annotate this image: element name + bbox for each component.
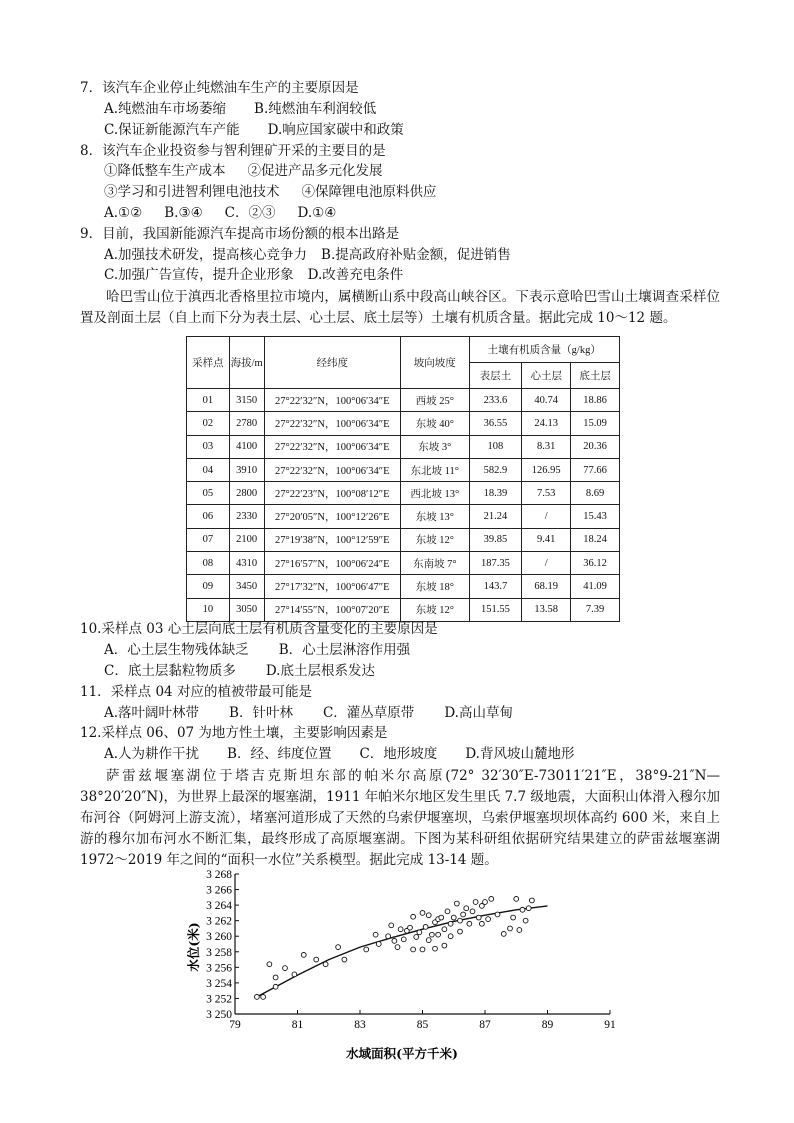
table-row (187, 575, 620, 598)
q12-option-c[interactable]: C．地形坡度 (359, 746, 438, 762)
data-point (458, 918, 463, 923)
cell-coordinates: 27°19′38″N，100°12′59″E (264, 528, 400, 551)
cell-point: 06 (187, 505, 230, 528)
q7-stem: 7．该汽车企业停止纯燃油车生产的主要原因是 (80, 80, 359, 96)
data-point (426, 938, 431, 943)
cell-point: 05 (187, 482, 230, 505)
q10-option-b[interactable]: B．心土层淋溶作用强 (278, 642, 411, 658)
q7-option-a[interactable]: A.纯燃油车市场萎缩 (104, 101, 227, 117)
cell-coordinates: 27°22′23″N，100°08′12″E (264, 482, 400, 505)
data-point (283, 966, 288, 971)
header-subsoil: 心土层 (522, 363, 571, 389)
cell-bottom-soil: 8.69 (571, 482, 620, 505)
cell-slope: 东北坡 11° (400, 458, 469, 481)
data-point (254, 994, 259, 999)
header-organic-content: 土壤有机质含量（g/kg） (469, 337, 619, 363)
data-point (458, 929, 463, 934)
y-axis-label: 水位(米) (186, 922, 201, 972)
cell-coordinates: 27°22′32″N，100°06′34″E (264, 435, 400, 458)
y-tick-label: 3 262 (206, 915, 232, 928)
data-point (411, 947, 416, 952)
cell-coordinates: 27°20′05″N，100°12′26″E (264, 505, 400, 528)
data-point (483, 900, 488, 905)
q12-option-b[interactable]: B．经、纬度位置 (227, 746, 332, 762)
data-point (386, 934, 391, 939)
data-point (417, 930, 422, 935)
q8-stem: 8．该汽车企业投资参与智利锂矿开采的主要目的是 (80, 143, 386, 159)
cell-subsoil: 9.41 (522, 528, 571, 551)
q8-item-2: ②促进产品多元化发展 (247, 163, 383, 179)
cell-coordinates: 27°16′57″N，100°06′24″E (264, 552, 400, 575)
header-coordinates: 经纬度 (264, 337, 400, 389)
cell-topsoil: 143.7 (469, 575, 522, 598)
x-tick-label: 85 (416, 1019, 429, 1031)
y-tick-label: 3 264 (206, 900, 232, 913)
q7-options-row1 (104, 100, 376, 118)
cell-coordinates: 27°22′32″N，100°06′34″E (264, 412, 400, 435)
q8-option-c[interactable]: C．②③ (224, 205, 276, 221)
y-tick-label: 3 256 (206, 962, 232, 975)
intro-sarez-lake: 萨雷兹堰塞湖位于塔吉克斯坦东部的帕米尔高原(72° 32′30″E-73011′21″E，38°9-21″N—38°20′20″N)，为世界上最深的堰塞湖，1911 年帕米尔地区发生里氏 7.7 级地震，大面积山体滑入穆尔加布河谷（阿姆河上游支流），堵塞河道形成了天然的乌索伊堰塞坝，乌索伊堰塞坝坝体高约 600 米，来自上游的穆尔加布河水不断汇集，最终形成了高原堰塞湖。下图为某科研组依据研究结果建立的萨雷兹堰塞湖 1972～2019 年之间的“面积一水位”关系模型。据此完成 13-14 题。 (80, 768, 720, 868)
header-topsoil: 表层土 (469, 363, 522, 389)
cell-bottom-soil: 20.36 (571, 435, 620, 458)
data-point (301, 952, 306, 957)
data-point (461, 912, 466, 917)
cell-point: 04 (187, 458, 230, 481)
cell-slope: 西坡 25° (400, 389, 469, 412)
q10-options-row2 (104, 662, 375, 680)
cell-bottom-soil: 18.24 (571, 528, 620, 551)
data-point (420, 910, 425, 915)
y-tick-label: 3 268 (206, 869, 232, 881)
data-point (467, 921, 472, 926)
q10-options-row1 (104, 641, 410, 659)
data-point (511, 915, 516, 920)
y-tick-label: 3 266 (206, 884, 232, 897)
data-point (529, 898, 534, 903)
table-row (187, 435, 620, 458)
q8-options-row (104, 204, 336, 222)
q9-option-c[interactable]: C.加强广告宣传，提升企业形象 (104, 267, 294, 283)
data-point (408, 925, 413, 930)
data-point (445, 909, 450, 914)
data-point (514, 896, 519, 901)
data-point (501, 931, 506, 936)
cell-topsoil: 233.6 (469, 389, 522, 412)
cell-topsoil: 582.9 (469, 458, 522, 481)
cell-subsoil: / (522, 505, 571, 528)
q7-option-c[interactable]: C.保证新能源汽车产能 (104, 122, 240, 138)
data-point (448, 934, 453, 939)
data-point (429, 932, 434, 937)
data-point (392, 938, 397, 943)
cell-topsoil: 108 (469, 435, 522, 458)
data-point (442, 927, 447, 932)
cell-slope: 东坡 18° (400, 575, 469, 598)
cell-point: 07 (187, 528, 230, 551)
header-slope: 坡向坡度 (400, 337, 469, 389)
data-point (314, 957, 319, 962)
data-point (292, 972, 297, 977)
data-point (364, 947, 369, 952)
cell-bottom-soil: 18.86 (571, 389, 620, 412)
cell-point: 01 (187, 389, 230, 412)
cell-altitude: 3910 (229, 458, 264, 481)
q12-stem: 12.采样点 06、07 为地方性土壤，主要影响因素是 (80, 725, 388, 741)
cell-subsoil: / (522, 552, 571, 575)
q11-option-b[interactable]: B．针叶林 (229, 705, 293, 721)
q9-options-row2 (104, 266, 403, 284)
data-point (489, 896, 494, 901)
cell-coordinates: 27°17′32″N，100°06′47″E (264, 575, 400, 598)
q10-stem: 10.采样点 03 心土层向底土层有机质含量变化的主要原因是 (80, 621, 438, 637)
q10-option-d[interactable]: D.底土层根系发达 (265, 663, 375, 679)
data-point (464, 906, 469, 911)
data-point (342, 957, 347, 962)
x-axis-label: 水域面积(平方千米) (346, 1046, 458, 1061)
cell-topsoil: 187.35 (469, 552, 522, 575)
cell-altitude: 2780 (229, 412, 264, 435)
cell-point: 02 (187, 412, 230, 435)
cell-slope: 东南坡 7° (400, 552, 469, 575)
cell-bottom-soil: 36.12 (571, 552, 620, 575)
y-tick-label: 3 258 (206, 946, 232, 959)
q8-items-row2 (104, 183, 437, 201)
q7-option-d[interactable]: D.响应国家碳中和政策 (267, 122, 404, 138)
cell-slope: 东坡 12° (400, 528, 469, 551)
cell-altitude: 2100 (229, 528, 264, 551)
cell-topsoil: 151.55 (469, 598, 522, 621)
cell-topsoil: 36.55 (469, 412, 522, 435)
data-point (273, 975, 278, 980)
data-point (423, 924, 428, 929)
table-row (187, 552, 620, 575)
cell-subsoil: 8.31 (522, 435, 571, 458)
cell-altitude: 4310 (229, 552, 264, 575)
data-point (495, 912, 500, 917)
data-point (486, 917, 491, 922)
q11-option-a[interactable]: A.落叶阔叶林带 (104, 705, 200, 721)
cell-altitude: 4100 (229, 435, 264, 458)
data-point (373, 932, 378, 937)
data-point (523, 918, 528, 923)
q7-option-b[interactable]: B.纯燃油车利润较低 (254, 101, 377, 117)
data-point (273, 984, 278, 989)
data-point (508, 926, 513, 931)
data-point (267, 962, 272, 967)
data-point (414, 935, 419, 940)
cell-slope: 东坡 40° (400, 412, 469, 435)
header-bottom-soil: 底土层 (571, 363, 620, 389)
y-tick-label: 3 252 (206, 993, 232, 1006)
table-row (187, 598, 620, 621)
cell-coordinates: 27°22′32″N，100°06′34″E (264, 389, 400, 412)
cell-subsoil: 7.53 (522, 482, 571, 505)
data-point (401, 937, 406, 942)
data-point (448, 921, 453, 926)
cell-coordinates: 27°22′32″N，100°06′34″E (264, 458, 400, 481)
data-point (454, 901, 459, 906)
q8-items-row1 (104, 162, 383, 180)
cell-topsoil: 21.24 (469, 505, 522, 528)
q12-option-a[interactable]: A.人为耕作干扰 (104, 746, 200, 762)
q11-options-row (104, 704, 513, 722)
cell-coordinates: 27°14′55″N，100°07′20″E (264, 598, 400, 621)
data-point (426, 913, 431, 918)
cell-subsoil: 126.95 (522, 458, 571, 481)
cell-altitude: 2800 (229, 482, 264, 505)
q10-option-a[interactable]: A．心土层生物残体缺乏 (104, 642, 249, 658)
table-row (187, 458, 620, 481)
data-point (451, 915, 456, 920)
y-tick-label: 3 260 (206, 931, 232, 944)
data-point (520, 907, 525, 912)
data-point (376, 942, 381, 947)
data-point (436, 932, 441, 937)
soil-organic-matter-table (186, 336, 620, 622)
cell-slope: 东坡 13° (400, 505, 469, 528)
fit-curve (257, 906, 548, 997)
cell-bottom-soil: 77.66 (571, 458, 620, 481)
cell-altitude: 3050 (229, 598, 264, 621)
q11-option-c[interactable]: C．灌丛草原带 (322, 705, 415, 721)
q9-stem: 9．目前，我国新能源汽车提高市场份额的根本出路是 (80, 226, 400, 242)
cell-slope: 东坡 3° (400, 435, 469, 458)
q12-options-row (104, 745, 574, 763)
x-tick-label: 83 (354, 1019, 366, 1031)
cell-slope: 东坡 12° (400, 598, 469, 621)
q8-item-3: ③学习和引进智利锂电池技术 (104, 184, 280, 200)
table-row (187, 505, 620, 528)
table-row (187, 482, 620, 505)
q12-option-d[interactable]: D.背风坡山麓地形 (465, 746, 575, 762)
q10-option-c[interactable]: C．底土层黏粒物质多 (104, 663, 236, 679)
data-point (479, 921, 484, 926)
data-point (420, 947, 425, 952)
x-tick-label: 79 (229, 1019, 241, 1031)
data-point (442, 943, 447, 948)
q11-option-d[interactable]: D.高山草甸 (444, 705, 513, 721)
data-point (323, 962, 328, 967)
x-tick-label: 87 (479, 1019, 491, 1031)
cell-bottom-soil: 7.39 (571, 598, 620, 621)
data-point (398, 927, 403, 932)
data-point (261, 994, 266, 999)
cell-topsoil: 39.85 (469, 528, 522, 551)
cell-altitude: 3150 (229, 389, 264, 412)
header-sample-point: 采样点 (187, 337, 230, 389)
cell-subsoil: 68.19 (522, 575, 571, 598)
cell-point: 08 (187, 552, 230, 575)
y-tick-label: 3 250 (206, 1009, 232, 1021)
data-point (476, 915, 481, 920)
table-row (187, 412, 620, 435)
cell-slope: 西北坡 13° (400, 482, 469, 505)
area-water-level-scatter-chart (180, 862, 640, 1062)
cell-point: 10 (187, 598, 230, 621)
y-tick-label: 3 254 (206, 977, 232, 990)
cell-subsoil: 24.13 (522, 412, 571, 435)
data-point (389, 923, 394, 928)
cell-point: 03 (187, 435, 230, 458)
q8-option-d[interactable]: D.①④ (297, 205, 337, 221)
data-point (517, 928, 522, 933)
header-altitude: 海拔/m (229, 337, 264, 389)
data-point (411, 914, 416, 919)
q11-stem: 11．采样点 04 对应的植被带最可能是 (80, 684, 312, 700)
q7-options-row2 (104, 121, 404, 139)
q9-option-d[interactable]: D.改善充电条件 (307, 267, 404, 283)
cell-point: 09 (187, 575, 230, 598)
x-tick-label: 91 (604, 1019, 616, 1031)
q9-option-b[interactable]: B.提高政府补贴金额，促进销售 (321, 247, 511, 263)
cell-altitude: 3450 (229, 575, 264, 598)
q9-option-a[interactable]: A.加强技术研发，提高核心竞争力 (104, 247, 308, 263)
cell-topsoil: 18.39 (469, 482, 522, 505)
data-point (473, 900, 478, 905)
x-tick-label: 81 (291, 1019, 304, 1031)
data-point (439, 915, 444, 920)
data-point (433, 946, 438, 951)
q8-item-1: ①降低整车生产成本 (104, 163, 226, 179)
data-point (470, 909, 475, 914)
cell-bottom-soil: 15.43 (571, 505, 620, 528)
cell-altitude: 2330 (229, 505, 264, 528)
data-point (395, 945, 400, 950)
data-point (526, 906, 531, 911)
cell-subsoil: 40.74 (522, 389, 571, 412)
cell-bottom-soil: 41.09 (571, 575, 620, 598)
q9-options-row1 (104, 246, 511, 264)
data-point (336, 945, 341, 950)
cell-subsoil: 13.58 (522, 598, 571, 621)
intro-hababa-snow-mountain: 哈巴雪山位于滇西北香格里拉市境内，属横断山系中段高山峡谷区。下表示意哈巴雪山土壤调查采样位置及剖面土层（自上而下分为表土层、心土层、底土层等）土壤有机质含量。据此完成 10～12 题。 (80, 289, 720, 326)
q8-option-b[interactable]: B.③④ (164, 205, 203, 221)
cell-bottom-soil: 15.09 (571, 412, 620, 435)
q8-item-4: ④保障锂电池原料供应 (301, 184, 437, 200)
data-points (254, 896, 534, 999)
q8-option-a[interactable]: A.①② (104, 205, 143, 221)
x-tick-label: 89 (541, 1019, 554, 1031)
table-row (187, 528, 620, 551)
chart-axes (235, 874, 610, 1014)
table-row (187, 389, 620, 412)
